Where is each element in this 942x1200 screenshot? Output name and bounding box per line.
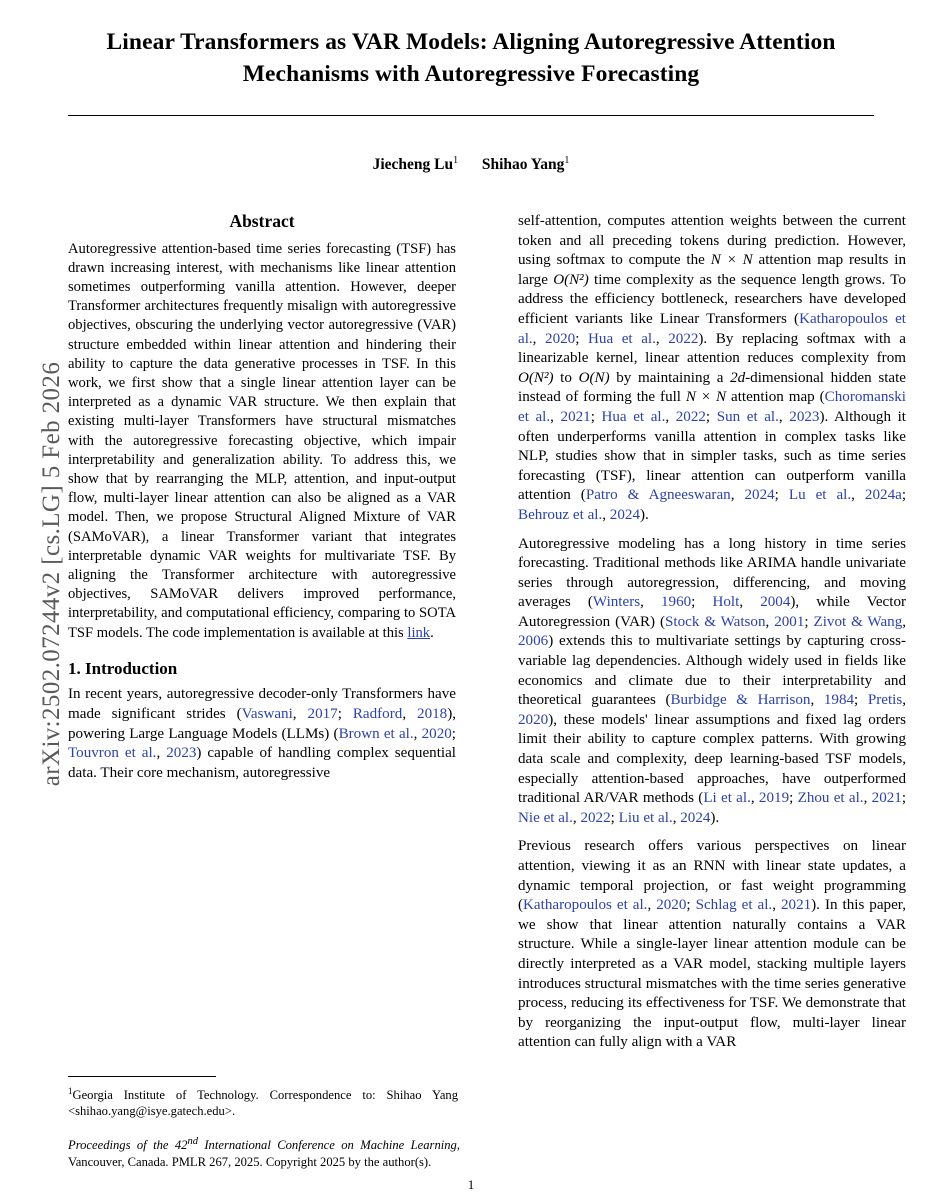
citation-link[interactable]: Katharopoulos et al. (518, 310, 906, 347)
text-run: ; (691, 594, 713, 611)
abstract-body (68, 240, 456, 643)
footnote (68, 1083, 458, 1120)
text-run: , (739, 594, 761, 611)
citation-link[interactable]: Hua et al. (588, 330, 656, 347)
citation-link[interactable]: Vaswani (241, 706, 293, 723)
text-run: ). In this paper, we show that linear attention naturally contains a VAR structure. While a single-layer linear attention module can be directly interpreted as a VAR model, stacking multiple layers introduces structural mismatches with the time series generative process, reducing its effectiveness for TSF. We demonstrate that by reorganizing the input-output flow, multi-layer linear attention can fully align with a VAR (518, 897, 906, 1051)
text-run: Autoregressive modeling has a long history in time series forecasting. Traditional methods like ARIMA handle univariate series through autoregression, differencing, and moving averages ( (518, 535, 906, 611)
text-run: ), powering Large Language Models (LLMs) ( (68, 706, 457, 742)
text-run: ; (789, 790, 798, 807)
citation-link[interactable]: Sun et al. (716, 408, 779, 425)
math-inline: 2d (730, 369, 746, 386)
text-run: ), while Vector Autoregression (VAR) ( (518, 594, 907, 630)
abstract-text-end: . (430, 624, 434, 641)
text-run: ; (590, 408, 602, 425)
citation-link[interactable]: Lu et al. (788, 487, 852, 504)
text-run: ; (901, 487, 907, 504)
text-run: ; (901, 790, 907, 807)
text-run: ). (710, 809, 720, 826)
text-run: , (778, 408, 790, 425)
math-inline: N × N (710, 252, 753, 269)
text-run: ) extends this to multivariate settings by capturing cross-variable lag dependencies. Although widely used in fields like economics and climate due to their interpretability and theoretical guarantees ( (518, 633, 906, 709)
citation-link[interactable]: 2020 (656, 897, 687, 914)
citation-link[interactable]: 2023 (789, 408, 820, 425)
section-heading-introduction (68, 659, 456, 679)
author-2-affil: 1 (564, 155, 570, 166)
citation-link[interactable]: 2001 (774, 613, 805, 630)
paragraph-right-2 (518, 535, 906, 829)
text-run: , (902, 692, 907, 709)
text-run: , (902, 613, 907, 630)
citation-link[interactable]: 2024 (744, 487, 775, 504)
citation-link[interactable]: Touvron et al. (68, 745, 157, 762)
page-number: 1 (467, 1177, 475, 1192)
text-run: Previous research offers various perspectives on linear attention, viewing it as an RNN with linear state updates, a dynamic temporal projection, or fast weight programming ( (518, 838, 906, 914)
text-run: ; (686, 897, 696, 914)
text-run: ). (639, 506, 649, 523)
text-run: to (553, 369, 579, 386)
citation-link[interactable]: 2022 (668, 330, 699, 347)
text-run: self-attention, computes attention weights between the current token and all preceding tokens during prediction. However, using softmax to compute the (518, 213, 906, 269)
footnote-divider (68, 1076, 216, 1077)
page-title: Linear Transformers as VAR Models: Aligning Autoregressive Attention Mechanisms with Autoregressive Forecasting (106, 29, 836, 87)
text-run: , (750, 790, 759, 807)
text-run: ) capable of handling complex sequential data. Their core mechanism, autoregressive (68, 745, 456, 781)
citation-link[interactable]: Behrouz et al. (518, 506, 603, 523)
citation-link[interactable]: Li et al. (703, 790, 751, 807)
text-run: , (413, 725, 422, 742)
citation-link[interactable]: Nie et al. (518, 809, 573, 826)
citation-link[interactable]: 2020 (518, 711, 549, 728)
text-run: , (672, 809, 681, 826)
footnote-text: Georgia Institute of Technology. Correspondence to: Shihao Yang <shihao.yang@isye.gatech.edu>. (68, 1088, 458, 1119)
citation-link[interactable]: Zhou et al. (797, 790, 864, 807)
text-run: , (532, 330, 546, 347)
citation-link[interactable]: 2018 (417, 706, 448, 723)
text-run: , (810, 692, 824, 709)
text-run: attention map ( (726, 389, 825, 406)
citation-link[interactable]: 2024 (680, 809, 711, 826)
citation-link[interactable]: 2021 (560, 408, 591, 425)
citation-link[interactable]: 1984 (823, 692, 855, 709)
proceedings-note (68, 1134, 460, 1170)
text-run: ), these models' linear assumptions and fixed lag orders limit their ability to capture complex patterns. With growing data scale and complexity, deep learning-based TSF models, especially attention-based approaches, have outperformed traditional AR/VAR methods ( (518, 711, 906, 807)
section-number: 1. (68, 658, 81, 678)
citation-link[interactable]: 1960 (660, 594, 692, 611)
citation-link[interactable]: 2019 (758, 790, 790, 807)
citation-link[interactable]: Zivot & Wang (813, 613, 903, 630)
text-run: by maintaining a (609, 369, 731, 386)
text-run: , (402, 706, 418, 723)
text-run: , (851, 487, 865, 504)
text-run: ; (337, 706, 353, 723)
citation-link[interactable]: 2023 (166, 745, 197, 762)
citation-link[interactable]: 2024a (864, 487, 902, 504)
citation-link[interactable]: 2021 (780, 897, 812, 914)
text-run: , (730, 487, 745, 504)
citation-link[interactable]: 2020 (545, 330, 576, 347)
arxiv-stamp: arXiv:2502.07244v2 [cs.LG] 5 Feb 2026 (38, 361, 65, 787)
text-run: , (647, 897, 657, 914)
citation-link[interactable]: Holt (712, 594, 740, 611)
text-run: ; (705, 408, 717, 425)
text-run: , (655, 330, 669, 347)
text-run: attention map results in large (518, 252, 906, 288)
text-run: , (665, 408, 676, 425)
text-run: ; (774, 487, 789, 504)
text-run: ; (804, 613, 814, 630)
math-inline: O(N²) (518, 369, 554, 386)
text-run: In recent years, autoregressive decoder-only Transformers have made significant strides ( (68, 686, 456, 723)
citation-link[interactable]: Katharopoulos et al. (523, 897, 648, 914)
text-run: -dimensional hidden state instead of forming the full (518, 369, 906, 406)
citation-link[interactable]: Hua et al. (601, 408, 666, 425)
citation-link[interactable]: 2006 (518, 633, 549, 650)
proceedings-ordinal: nd (187, 1136, 198, 1147)
math-inline: O(N) (578, 369, 610, 386)
author-list (68, 155, 874, 174)
citation-link[interactable]: Stock & Watson (665, 613, 766, 630)
text-run: time complexity as the sequence length grows. To address the efficiency bottleneck, researchers have developed efficient variants like Linear Transformers ( (518, 271, 906, 327)
text-run: , (602, 506, 610, 523)
section-title: Introduction (85, 658, 178, 678)
citation-link[interactable]: 2022 (675, 408, 706, 425)
paragraph-right-3 (518, 837, 906, 1053)
author-1-affil: 1 (453, 155, 459, 166)
author-1: Jiecheng Lu$^1$ (372, 155, 459, 174)
footnote-mark: 1 (68, 1086, 73, 1096)
citation-link[interactable]: Burbidge & Harrison (670, 692, 811, 709)
citation-link[interactable]: Pretis (867, 692, 903, 709)
math-inline: O(N²) (553, 271, 589, 288)
citation-link[interactable]: Patro & Agneeswaran (585, 487, 731, 504)
proceedings-line1: Proceedings of the 42 (68, 1138, 188, 1153)
citation-link[interactable]: Schlag et al. (695, 897, 773, 914)
text-run: ; (575, 330, 588, 347)
paragraph-intro-1 (68, 685, 456, 783)
text-run: , (572, 809, 581, 826)
citation-link[interactable]: Winters (592, 594, 641, 611)
citation-link[interactable]: 2021 (871, 790, 902, 807)
citation-link[interactable]: 2022 (580, 809, 611, 826)
text-run: , (772, 897, 781, 914)
citation-link[interactable]: 2024 (609, 506, 640, 523)
author-2: Shihao Yang$^1$ (481, 155, 570, 174)
text-run: , (292, 706, 308, 723)
right-column (518, 212, 906, 1062)
text-run: , (550, 408, 561, 425)
code-link[interactable]: link (407, 624, 431, 641)
text-run: ; (854, 692, 868, 709)
text-run: ; (451, 725, 456, 742)
title-block (68, 26, 874, 90)
paragraph-right-1 (518, 212, 906, 526)
abstract-heading: Abstract (229, 211, 295, 231)
abstract-text: Autoregressive attention-based time series forecasting (TSF) has drawn increasing interest, with mechanisms like linear attention sometimes outperforming vanilla attention. However, deeper Transformer architectures frequently misalign with autoregressive objectives, obscuring the underlying vector autoregressive (VAR) structure embedded within linear attention and hindering their ability to capture the data generative processes in TSF. In this work, we first show that a single linear attention layer can be interpreted as a dynamic VAR structure. We then explain that existing multi-layer Transformers have structural mismatches with the autoregressive forecasting objective, which impair interpretability and generalization ability. To address this, we show that by rearranging the MLP, attention, and input-output flow, multi-layer linear attention can also be aligned as a VAR model. Then, we propose Structural Aligned Mixture of VAR (SAMoVAR), a linear Transformer variant that integrates interpretable dynamic VAR weights for multivariate TSF. By aligning the Transformer architecture with autoregressive objectives, SAMoVAR delivers improved performance, interpretability, and computational efficiency, comparing to SOTA TSF models. The code implementation is available at this (68, 240, 456, 641)
citation-link[interactable]: 2020 (421, 725, 452, 742)
text-run: ). Although it often underperforms vanilla attention in complex tasks like NLP, studies show that in simpler tasks, such as time series forecasting (TSF), linear attention can outperform vanilla attention ( (518, 408, 906, 504)
title-divider (68, 115, 874, 116)
citation-link[interactable]: Radford (352, 706, 403, 723)
citation-link[interactable]: Choromanski et al. (518, 389, 906, 425)
text-run: ; (610, 809, 619, 826)
text-run: , (765, 613, 775, 630)
text-run: , (156, 745, 167, 762)
text-run: ). By replacing softmax with a linearizable kernel, linear attention reduces complexity from (518, 330, 907, 367)
citation-link[interactable]: 2017 (307, 706, 338, 723)
proceedings-line1-rest: International Conference on Machine Learning (197, 1138, 457, 1153)
text-run: , (863, 790, 872, 807)
text-run: , (640, 594, 661, 611)
citation-link[interactable]: Liu et al. (618, 809, 673, 826)
citation-link[interactable]: 2004 (760, 594, 791, 611)
math-inline: N × N (685, 389, 727, 406)
citation-link[interactable]: Brown et al. (338, 725, 414, 742)
left-column (68, 212, 456, 792)
proceedings-line2: , Vancouver, Canada. PMLR 267, 2025. Copyright 2025 by the author(s). (68, 1138, 460, 1169)
